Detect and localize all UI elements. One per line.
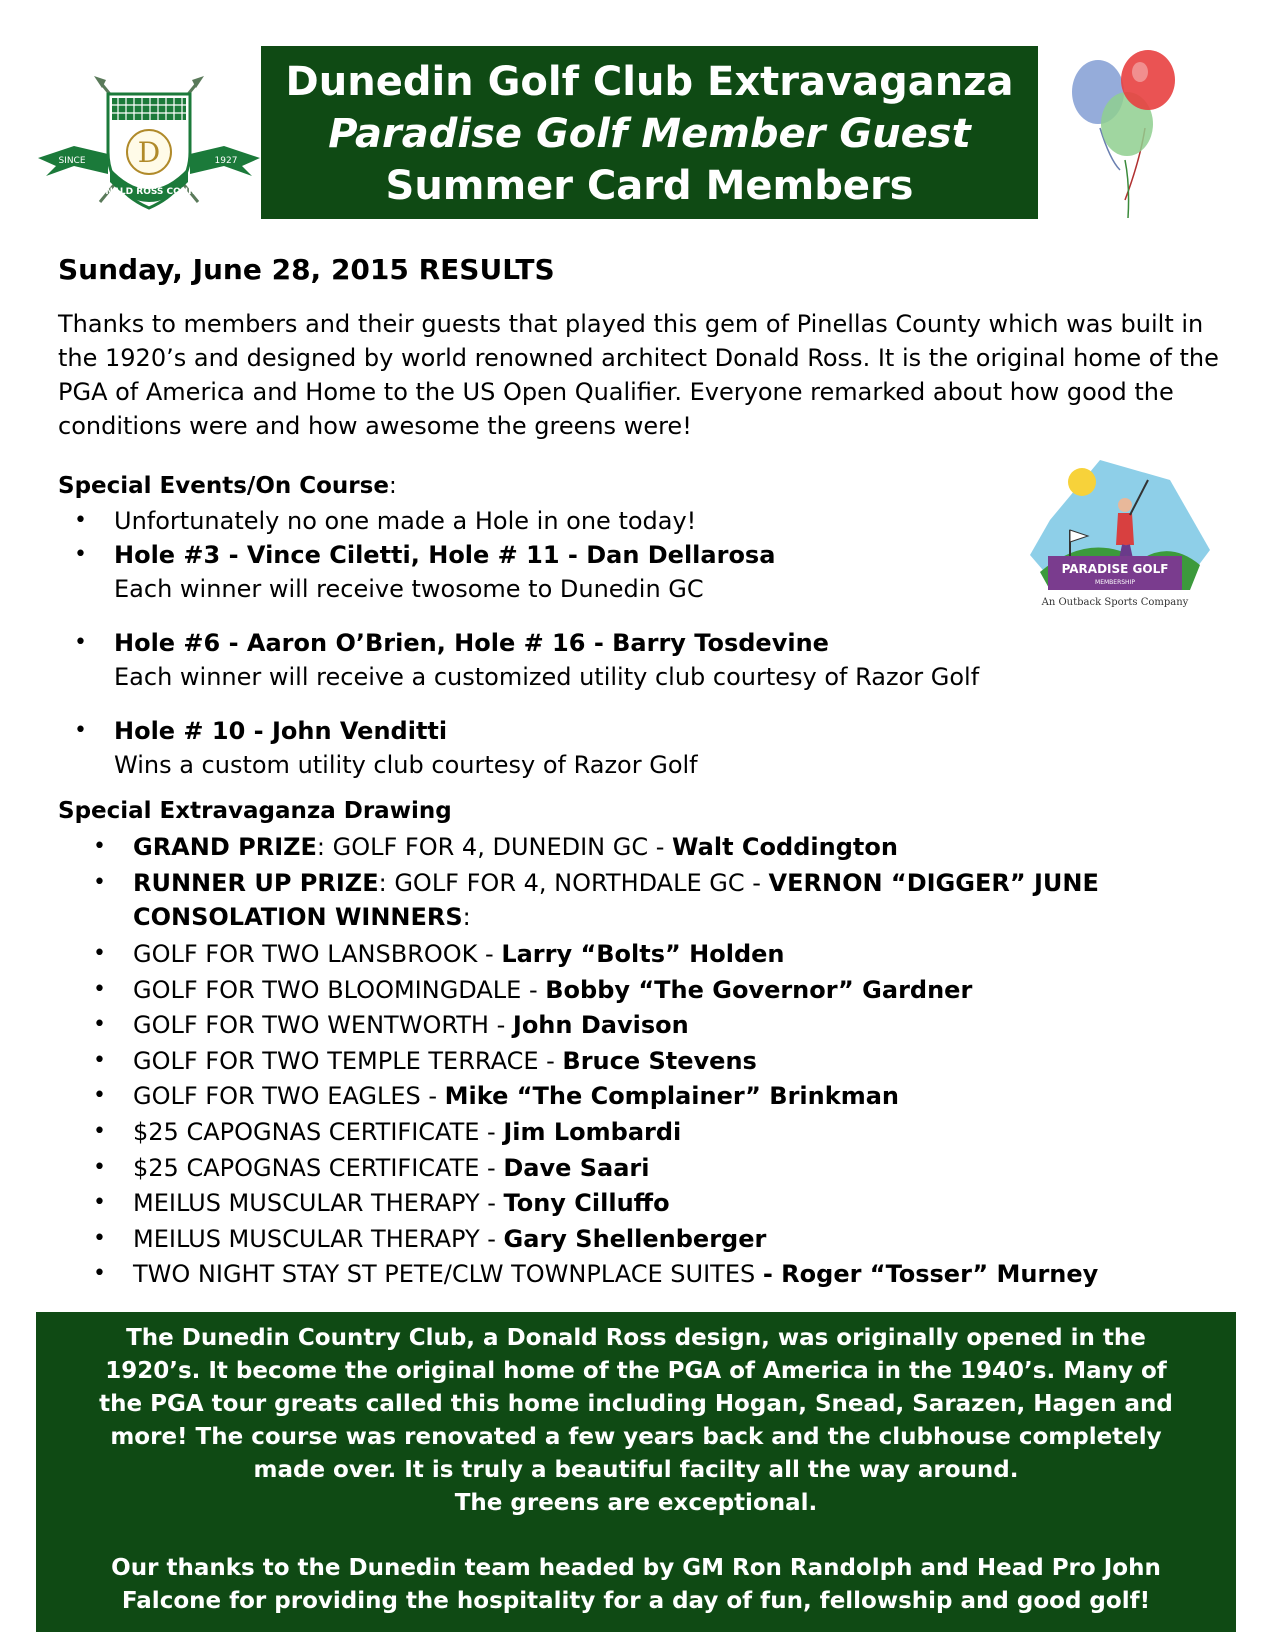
bullet-icon: • [93, 1047, 106, 1073]
list-item [93, 1151, 650, 1185]
header-line-3: Summer Card Members [385, 163, 914, 209]
dunedin-club-logo [38, 72, 260, 218]
bullet-icon: • [93, 1154, 106, 1180]
runner-up-label: RUNNER UP PRIZE [133, 869, 379, 897]
results-date-heading: Sunday, June 28, 2015 RESULTS [58, 253, 555, 286]
prize-text: GOLF FOR TWO BLOOMINGDALE - [133, 975, 546, 1004]
list-item [93, 830, 898, 864]
event-prize-note: Each winner will receive a customized utility club courtesy of Razor Golf [114, 663, 980, 691]
prize-text: GOLF FOR TWO WENTWORTH - [133, 1011, 513, 1040]
prize-winner: Bruce Stevens [562, 1046, 757, 1075]
intro-paragraph: Thanks to members and their guests that played this gem of Pinellas County which was built in the 1920’s and designed by world renowned architect Donald Ross. It is the original home of the PGA of America and Home to the US Open Qualifier. Everyone remarked about how good the conditions were and how awesome the greens were! [58, 310, 1219, 440]
prize-text: MEILUS MUSCULAR THERAPY - [133, 1224, 504, 1253]
prize-winner: Mike “The Complainer” Brinkman [444, 1082, 899, 1111]
footer-line: 1920’s. It become the original home of the PGA of America in the 1940’s. Many of [105, 1358, 1167, 1384]
bullet-icon: • [74, 718, 87, 743]
prize-text: GOLF FOR TWO LANSBROOK - [133, 940, 502, 968]
svg-text:1927: 1927 [214, 156, 238, 166]
svg-text:MEMBERSHIP: MEMBERSHIP [1095, 579, 1135, 586]
prize-winner: John Davison [512, 1011, 689, 1040]
list-item [74, 714, 448, 748]
grand-prize-winner: Walt Coddington [672, 833, 898, 861]
special-events-heading-colon: : [388, 473, 397, 499]
footer-line: The Dunedin Country Club, a Donald Ross design, was originally opened in the [126, 1325, 1146, 1351]
bullet-icon: • [93, 1225, 106, 1251]
header-line-2: Paradise Golf Member Guest [328, 111, 971, 157]
list-item [93, 1008, 689, 1042]
consolation-label: CONSOLATION WINNERS [133, 903, 463, 931]
paradise-golf-logo [1030, 460, 1210, 630]
event-winners: Hole # 10 - John Venditti [114, 717, 448, 745]
footer-line: The greens are exceptional. [454, 1490, 818, 1516]
drawing-heading: Special Extravaganza Drawing [58, 798, 452, 824]
runner-up-winner: VERNON “DIGGER” JUNE [768, 869, 1099, 897]
prize-winner: Jim Lombardi [503, 1118, 682, 1146]
svg-text:SINCE: SINCE [58, 156, 86, 166]
prize-winner: Dave Saari [503, 1153, 650, 1182]
header-banner [261, 46, 1038, 219]
event-prize-note: Wins a custom utility club courtesy of Razor Golf [114, 751, 698, 779]
bullet-icon: • [93, 1083, 106, 1109]
footer-thanks-line: Our thanks to the Dunedin team headed by GM Ron Randolph and Head Pro John [111, 1555, 1161, 1581]
balloons-icon [1070, 50, 1185, 218]
prize-text: $25 CAPOGNAS CERTIFICATE - [133, 1118, 504, 1146]
list-item [93, 1079, 899, 1113]
prize-winner: - Roger “Tosser” Murney [762, 1260, 1099, 1289]
footer-line: the PGA tour greats called this home including Hogan, Snead, Sarazen, Hagen and [99, 1391, 1173, 1417]
footer-line: made over. It is truly a beautiful facilty all the way around. [253, 1457, 1019, 1483]
header-line-1: Dunedin Golf Club Extravaganza [285, 59, 1014, 105]
prize-winner: Gary Shellenberger [503, 1224, 767, 1253]
bullet-icon: • [93, 1119, 106, 1144]
grand-prize-label: GRAND PRIZE [133, 833, 317, 861]
prize-text: GOLF FOR TWO TEMPLE TERRACE - [133, 1046, 563, 1075]
prize-text: $25 CAPOGNAS CERTIFICATE - [133, 1153, 504, 1182]
list-item [93, 1044, 757, 1078]
list-item [74, 538, 776, 572]
event-prize-note: Each winner will receive twosome to Dunedin GC [114, 575, 704, 603]
special-events-heading [58, 473, 397, 499]
list-item [93, 866, 1099, 900]
list-item [93, 1222, 767, 1256]
event-text: Unfortunately no one made a Hole in one today! [114, 507, 697, 535]
svg-text:DONALD ROSS COURSE: DONALD ROSS COURSE [90, 187, 208, 197]
bullet-icon: • [93, 1190, 106, 1216]
svg-text:D: D [137, 136, 161, 169]
prize-winner: Bobby “The Governor” Gardner [545, 975, 973, 1004]
list-item [74, 626, 829, 660]
bullet-icon: • [93, 941, 106, 966]
consolation-colon: : [462, 903, 471, 931]
list-item [93, 1115, 682, 1149]
runner-up-text: : GOLF FOR 4, NORTHDALE GC - [378, 869, 769, 897]
prize-winner: Larry “Bolts” Holden [501, 940, 785, 968]
list-item [93, 1257, 1099, 1291]
grand-prize-text: : GOLF FOR 4, DUNEDIN GC - [316, 833, 673, 861]
special-events-heading-text: Special Events/On Course [58, 473, 389, 499]
prize-text: GOLF FOR TWO EAGLES - [133, 1082, 445, 1111]
prize-winner: Tony Cilluffo [503, 1189, 670, 1218]
bullet-icon: • [74, 542, 87, 567]
bullet-icon: • [74, 630, 87, 655]
footer-thanks-line: Falcone for providing the hospitality for a day of fun, fellowship and good golf! [121, 1588, 1151, 1614]
event-winners: Hole #3 - Vince Ciletti, Hole # 11 - Dan Dellarosa [114, 541, 776, 569]
bullet-icon: • [93, 834, 106, 859]
bullet-icon: • [93, 870, 106, 895]
footer-banner [36, 1312, 1236, 1632]
consolation-heading [133, 900, 471, 934]
list-item [93, 1186, 670, 1220]
event-winners: Hole #6 - Aaron O’Brien, Hole # 16 - Barry Tosdevine [114, 629, 829, 657]
bullet-icon: • [93, 1261, 106, 1287]
prize-text: MEILUS MUSCULAR THERAPY - [133, 1189, 504, 1218]
bullet-icon: • [74, 508, 87, 533]
footer-line: more! The course was renovated a few years back and the clubhouse completely [110, 1424, 1162, 1450]
svg-text:PARADISE GOLF: PARADISE GOLF [1061, 562, 1169, 576]
bullet-icon: • [93, 1012, 106, 1038]
bullet-icon: • [93, 976, 106, 1002]
list-item [93, 973, 973, 1007]
svg-text:An Outback Sports Company: An Outback Sports Company [1041, 597, 1189, 608]
prize-text: TWO NIGHT STAY ST PETE/CLW TOWNPLACE SUITES [133, 1260, 763, 1289]
list-item [74, 504, 697, 538]
list-item [93, 937, 785, 971]
